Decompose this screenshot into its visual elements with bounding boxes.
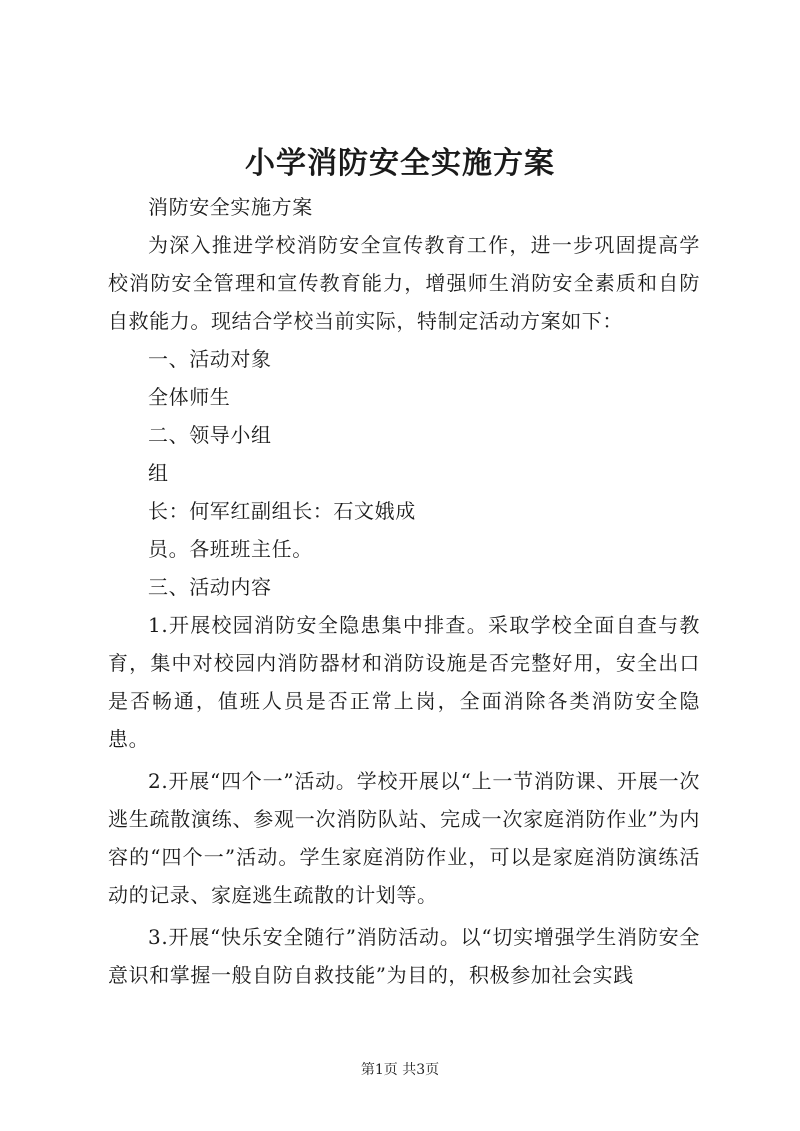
paragraph: 3.开展“快乐安全随行”消防活动。以“切实增强学生消防安全意识和掌握一般自防自救技能”为目的，积极参加社会实践: [108, 925, 700, 987]
paragraph: 全体师生: [148, 385, 231, 409]
paragraph: 三、活动内容: [148, 575, 272, 599]
paragraph: 员。各班班主任。: [148, 537, 313, 561]
paragraph: 二、领导小组: [148, 423, 272, 447]
document-title: 小学消防安全实施方案: [245, 146, 555, 181]
paragraph: 1.开展校园消防安全隐患集中排查。采取学校全面自查与教育，集中对校园内消防器材和消防设施是否完整好用，安全出口是否畅通，值班人员是否正常上岗，全面消除各类消防安全隐患。: [108, 613, 700, 751]
paragraph: 2.开展“四个一”活动。学校开展以“上一节消防课、开展一次逃生疏散演练、参观一次消防队站、完成一次家庭消防作业”为内容的“四个一”活动。学生家庭消防作业，可以是家庭消防演练活动的记录、家庭逃生疏散的计划等。: [108, 769, 700, 907]
document-body: [108, 188, 700, 994]
paragraph: 为深入推进学校消防安全宣传教育工作，进一步巩固提高学校消防安全管理和宣传教育能力，增强师生消防安全素质和自防自救能力。现结合学校当前实际，特制定活动方案如下：: [108, 233, 700, 333]
paragraph: 组: [148, 461, 169, 485]
page-footer: 第1页 共3页: [360, 1062, 440, 1078]
paragraph: 消防安全实施方案: [148, 195, 313, 219]
paragraph: 长：何军红副组长：石文娥成: [148, 499, 416, 523]
paragraph: 一、活动对象: [148, 347, 272, 371]
